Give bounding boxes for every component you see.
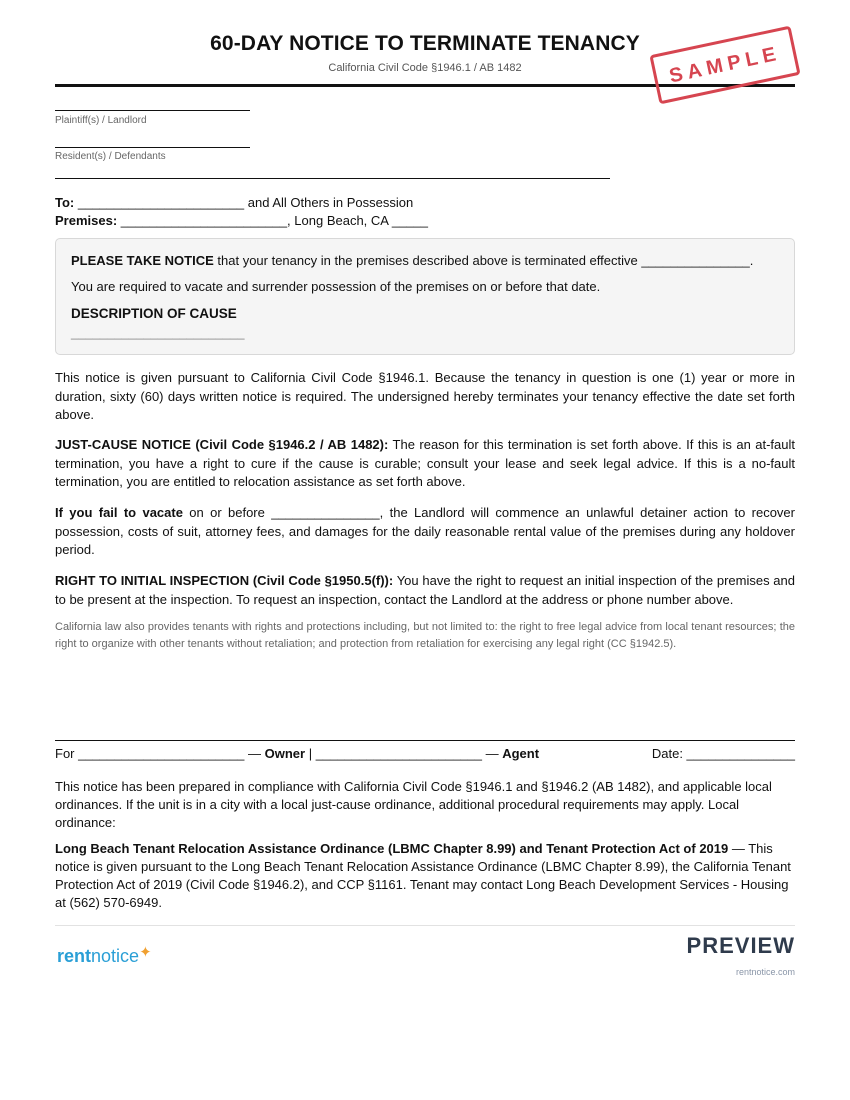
sample-stamp: SAMPLE <box>649 26 800 105</box>
caption-divider <box>55 178 610 179</box>
signature-divider <box>55 740 795 741</box>
notice-line-2: You are required to vacate and surrender possession of the premises on or before that date. <box>71 279 601 294</box>
compliance-text: This notice has been prepared in compliance with California Civil Code §1946.1 and §1946.2 (AB 1482), and applicable local ordinances. If the unit is in a city with a local just-cause ordinance, additional procedural requirements may apply. Local ordinance: <box>55 779 772 830</box>
inspection-heading: RIGHT TO INITIAL INSPECTION (Civil Code §1950.5(f)): <box>55 573 394 588</box>
notice-box <box>55 238 795 355</box>
cause-heading: DESCRIPTION OF CAUSE <box>71 306 237 321</box>
premises-value: _______________________, Long Beach, CA _____ <box>117 213 429 228</box>
sparkle-icon: ✦ <box>139 944 152 961</box>
preview-label: PREVIEW <box>686 933 795 958</box>
notice-line-1 <box>71 253 753 268</box>
to-label: To: <box>55 195 75 210</box>
premises-label: Premises: <box>55 213 118 228</box>
plaintiff-label: Plaintiff(s) / Landlord <box>55 115 147 126</box>
local-ordinance <box>55 840 795 912</box>
to-row <box>55 195 413 210</box>
cause-blank: ________________________ <box>71 325 245 340</box>
please-take-notice: PLEASE TAKE NOTICE <box>71 253 214 268</box>
plaintiff-signature-line <box>55 110 250 111</box>
signature-owner: Owner <box>264 746 306 761</box>
signature-row <box>55 746 795 761</box>
rentnotice-logo <box>57 946 152 967</box>
signature-mid: | _______________________ — <box>305 746 503 761</box>
paragraph-fail-to-vacate <box>55 504 795 560</box>
paragraph-inspection <box>55 572 795 609</box>
page-title: 60-DAY NOTICE TO TERMINATE TENANCY <box>210 32 640 55</box>
signature-date: Date: _______________ <box>651 746 795 761</box>
just-cause-heading: JUST-CAUSE NOTICE (Civil Code §1946.2 / AB 1482): <box>55 437 389 452</box>
site-url[interactable]: rentnotice.com <box>735 967 795 977</box>
page-subtitle: California Civil Code §1946.1 / AB 1482 <box>328 62 522 74</box>
signature-agent: Agent <box>502 746 540 761</box>
resident-label: Resident(s) / Defendants <box>55 151 166 162</box>
just-cause-text: The reason for this termination is set forth above. If this is an at-fault termination, you have a right to cure if the cause is curable; consult your lease and seek legal advice. If this is a no-fault termination, you are entitled to relocation assistance as set forth above. <box>55 437 795 489</box>
footer-divider <box>55 925 795 926</box>
to-value: _______________________ and All Others in Possession <box>74 195 414 210</box>
local-ordinance-text: — This notice is given pursuant to the Long Beach Tenant Relocation Assistance Ordinance (LBMC Chapter 8.99), the California Tenant Protection Act of 2019 (Civil Code §1946.2), and CCP §1161. Tenant may contact Long Beach Development Services - Housing at (562) 570-6949. <box>55 841 791 910</box>
fail-to-vacate-text: on or before _______________, the Landlord will commence an unlawful detainer action to recover possession, costs of suit, attorney fees, and damages for the daily reasonable rental value of the premises during any holdover period. <box>55 505 795 557</box>
notice-line-1-text: that your tenancy in the premises described above is terminated effective _______________. <box>213 253 754 268</box>
paragraph-just-cause <box>55 436 795 492</box>
logo-rent: rent <box>57 946 92 966</box>
paragraph-tenant-rights: California law also provides tenants with rights and protections including, but not limited to: the right to free legal advice from local tenant resources; the right to organize with other tenants without retaliation; and protection from retaliation for exercising any legal right (CC §1942.5). <box>55 621 795 650</box>
local-ordinance-title: Long Beach Tenant Relocation Assistance Ordinance (LBMC Chapter 8.99) and Tenant Protection Act of 2019 <box>55 841 729 856</box>
premises-row <box>55 213 428 228</box>
resident-signature-line <box>55 147 250 148</box>
inspection-text: You have the right to request an initial inspection of the premises and to be present at the inspection. To request an inspection, contact the Landlord at the address or phone number above. <box>55 573 796 607</box>
fail-to-vacate-heading: If you fail to vacate <box>55 505 183 520</box>
paragraph-notice-basis: This notice is given pursuant to California Civil Code §1946.1. Because the tenancy in question is one (1) year or more in duration, sixty (60) days written notice is required. The undersigned hereby terminates your tenancy effective the date set forth above. <box>55 370 795 422</box>
signature-for: For _______________________ — <box>55 746 265 761</box>
logo-notice: notice <box>91 946 140 966</box>
